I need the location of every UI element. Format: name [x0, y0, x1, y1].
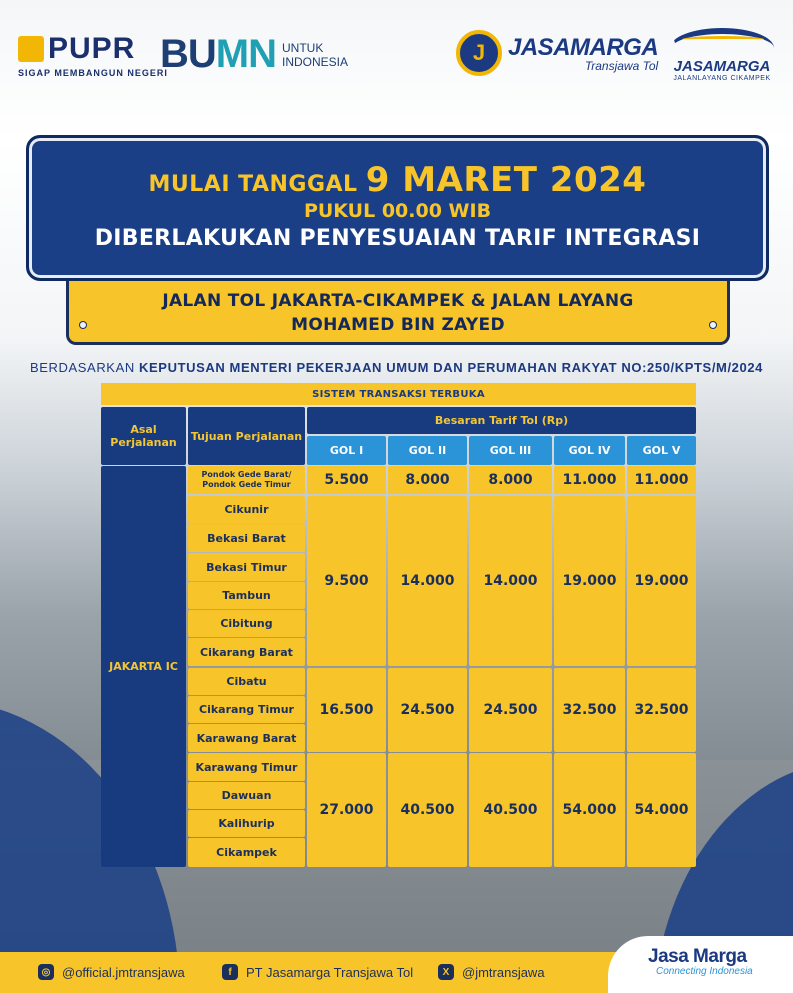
destination-cell: Bekasi Timur [188, 553, 305, 581]
jasamarga-sub: Transjawa Tol [584, 58, 659, 73]
x-icon: X [438, 964, 454, 980]
instagram-icon: ◎ [38, 964, 54, 980]
bumn-word [160, 32, 276, 77]
header-destination: Tujuan Perjalanan [188, 407, 305, 465]
system-label: SISTEM TRANSAKSI TERBUKA [101, 383, 696, 405]
bumn-subtitle [282, 41, 348, 69]
price-cell: 32.500 [554, 668, 625, 752]
price-cell: 14.000 [388, 496, 467, 666]
price-cell: 27.000 [307, 753, 386, 867]
bolt-right-icon [709, 321, 717, 329]
jasamarga-emblem-icon: J [456, 30, 502, 76]
pupr-tagline: SIGAP MEMBANGUN NEGERI [18, 68, 168, 78]
decree-prefix: BERDASARKAN [29, 360, 140, 375]
destination-cell: Pondok Gede Barat/ Pondok Gede Timur [188, 466, 305, 494]
pupr-logo [18, 32, 168, 78]
pupr-emblem-icon [18, 36, 44, 62]
pupr-word: PUPR [48, 32, 136, 65]
bolt-left-icon [79, 321, 87, 329]
jasamarga-jlc-logo [666, 28, 778, 82]
price-cell: 8.000 [388, 466, 467, 494]
banner-date-prefix: MULAI TANGGAL [148, 172, 366, 197]
jlc-sub: JALANLAYANG CIKAMPEK [673, 75, 771, 82]
facebook-icon: f [222, 964, 238, 980]
bumn-word-a: BU [160, 32, 216, 76]
price-cell: 14.000 [469, 496, 552, 666]
destination-cell: Dawuan [188, 782, 305, 809]
banner-date-line [29, 160, 766, 200]
destination-cell: Cibitung [188, 610, 305, 637]
bumn-sub-line1: UNTUK [282, 40, 324, 55]
destination-cell: Karawang Timur [188, 753, 305, 781]
instagram-handle: @official.jmtransjawa [62, 964, 185, 980]
price-cell: 8.000 [469, 466, 552, 494]
price-cell: 9.500 [307, 496, 386, 666]
bumn-sub-line2: INDONESIA [282, 54, 349, 69]
road-name-plate [66, 281, 730, 345]
destination-cell: Bekasi Barat [188, 524, 305, 552]
main-banner [26, 135, 769, 281]
footer-instagram[interactable] [38, 964, 185, 980]
decree-reference: KEPUTUSAN MENTERI PEKERJAAN UMUM DAN PERUMAHAN RAKYAT NO:250/KPTS/M/2024 [139, 360, 763, 375]
logo-bar [18, 26, 778, 106]
class-header: GOL IV [554, 436, 625, 465]
jasamarga-name: JASAMARGA [508, 33, 659, 61]
footer-facebook[interactable] [222, 964, 413, 980]
brand-name: Jasa Marga [648, 946, 747, 967]
destination-cell: Tambun [188, 582, 305, 609]
destination-cell: Cikarang Timur [188, 696, 305, 723]
jasamarga-transjawa-logo [456, 30, 658, 76]
destination-cell: Cikarang Barat [188, 638, 305, 666]
price-cell: 24.500 [469, 668, 552, 752]
destination-cell: Karawang Barat [188, 724, 305, 752]
origin-cell: JAKARTA IC [101, 466, 186, 867]
price-cell: 40.500 [469, 753, 552, 867]
destination-cell: Kalihurip [188, 810, 305, 837]
class-header: GOL V [627, 436, 696, 465]
price-cell: 11.000 [554, 466, 625, 494]
destination-cell: Cikunir [188, 496, 305, 523]
x-handle: @jmtransjawa [462, 964, 545, 980]
price-cell: 32.500 [627, 668, 696, 752]
jlc-swoosh-icon [670, 28, 774, 52]
price-cell: 5.500 [307, 466, 386, 494]
banner-time: PUKUL 00.00 WIB [303, 200, 492, 222]
class-header: GOL II [388, 436, 467, 465]
price-cell: 40.500 [388, 753, 467, 867]
class-header: GOL I [307, 436, 386, 465]
price-cell: 19.000 [627, 496, 696, 666]
banner-headline: DIBERLAKUKAN PENYESUAIAN TARIF INTEGRASI [94, 226, 701, 251]
bumn-word-b: MN [215, 32, 276, 76]
price-cell: 11.000 [627, 466, 696, 494]
price-cell: 19.000 [554, 496, 625, 666]
banner-date: 9 MARET 2024 [365, 160, 647, 200]
decree-text [0, 360, 793, 375]
destination-cell: Cikampek [188, 838, 305, 867]
jasa-marga-brand [608, 936, 793, 993]
price-cell: 54.000 [554, 753, 625, 867]
price-cell: 54.000 [627, 753, 696, 867]
brand-tagline: Connecting Indonesia [656, 966, 753, 977]
facebook-name: PT Jasamarga Transjawa Tol [246, 964, 414, 980]
bumn-logo [160, 32, 348, 77]
header-origin: Asal Perjalanan [101, 407, 186, 465]
header-tariff: Besaran Tarif Tol (Rp) [307, 407, 696, 434]
class-header: GOL III [469, 436, 552, 465]
road-name-line2: MOHAMED BIN ZAYED [291, 315, 505, 335]
footer-x[interactable] [438, 964, 545, 980]
jlc-name: JASAMARGA [673, 58, 771, 75]
destination-cell: Cibatu [188, 668, 305, 695]
price-cell: 24.500 [388, 668, 467, 752]
price-cell: 16.500 [307, 668, 386, 752]
road-name-line1: JALAN TOL JAKARTA-CIKAMPEK & JALAN LAYANG [162, 291, 634, 311]
